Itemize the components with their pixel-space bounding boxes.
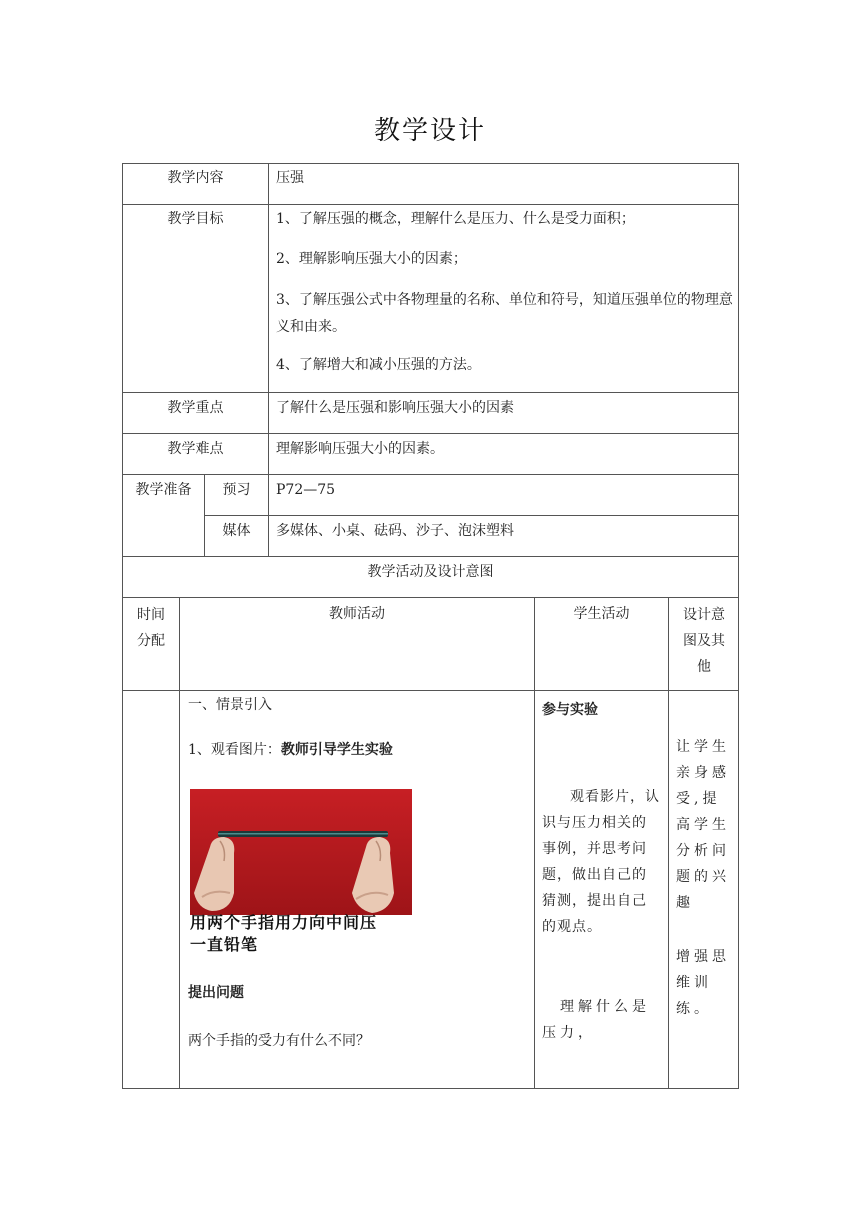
photo-caption: 用两个手指用力向中间压一直铅笔	[190, 913, 378, 954]
student-column-header: 学生活动	[573, 606, 630, 622]
step-1-emphasis: 教师引导学生实验	[280, 742, 393, 758]
goal-item: 4、了解增大和减小压强的方法。	[276, 357, 481, 373]
student-paragraph: 理解什么是压力，	[542, 999, 650, 1041]
content-value: 压强	[276, 170, 304, 186]
question-heading: 提出问题	[188, 985, 244, 1001]
activity-header: 教学活动及设计意图	[367, 564, 494, 580]
content-label: 教学内容	[167, 170, 224, 186]
time-column-header: 时间分配	[137, 607, 165, 649]
difficulty-label: 教学难点	[167, 441, 224, 457]
key-point-value: 了解什么是压强和影响压强大小的因素	[276, 400, 514, 416]
table-border	[122, 163, 123, 1089]
table-border	[668, 597, 669, 1088]
student-heading: 参与实验	[542, 702, 598, 718]
goals-label: 教学目标	[167, 211, 224, 227]
student-paragraph: 观看影片，认识与压力相关的事例，并思考问题，做出自己的猜测，提出自己的观点。	[542, 789, 660, 935]
table-border	[122, 474, 739, 475]
preview-label: 预习	[222, 482, 251, 498]
table-border	[122, 690, 739, 691]
table-border	[534, 597, 535, 1088]
difficulty-value: 理解影响压强大小的因素。	[276, 441, 444, 457]
intent-column-header: 设计意图及其他	[683, 607, 725, 675]
table-border	[204, 515, 739, 516]
table-border	[122, 163, 739, 164]
table-border	[179, 597, 180, 1088]
media-label: 媒体	[222, 523, 251, 539]
intent-paragraph: 增强思维训练。	[676, 949, 730, 1017]
preparation-label: 教学准备	[135, 482, 192, 498]
goal-item: 3、了解压强公式中各物理量的名称、单位和符号，知道压强单位的物理意义和由来。	[276, 292, 733, 335]
goal-item: 2、理解影响压强大小的因素；	[276, 251, 467, 267]
table-border	[122, 204, 739, 205]
goal-item: 1、了解压强的概念，理解什么是压力、什么是受力面积；	[276, 211, 635, 227]
table-border	[268, 163, 269, 556]
preview-value: P72—75	[276, 482, 336, 498]
table-border	[122, 556, 739, 557]
step-1-prefix: 1、观看图片：	[188, 742, 281, 758]
table-border	[122, 392, 739, 393]
step-1	[188, 740, 393, 760]
question-text: 两个手指的受力有什么不同？	[188, 1033, 370, 1049]
teacher-column-header: 教师活动	[329, 606, 385, 622]
table-border	[122, 433, 739, 434]
table-border	[122, 597, 739, 598]
intent-paragraph: 让学生亲身感受,提高学生分析问题的兴趣	[676, 739, 730, 911]
page-title: 教学设计	[373, 116, 486, 146]
section-heading: 一、情景引入	[188, 697, 272, 713]
table-border	[738, 163, 739, 1089]
media-value: 多媒体、小桌、砝码、沙子、泡沫塑料	[276, 523, 514, 539]
table-border	[122, 1088, 739, 1089]
key-point-label: 教学重点	[167, 400, 224, 416]
